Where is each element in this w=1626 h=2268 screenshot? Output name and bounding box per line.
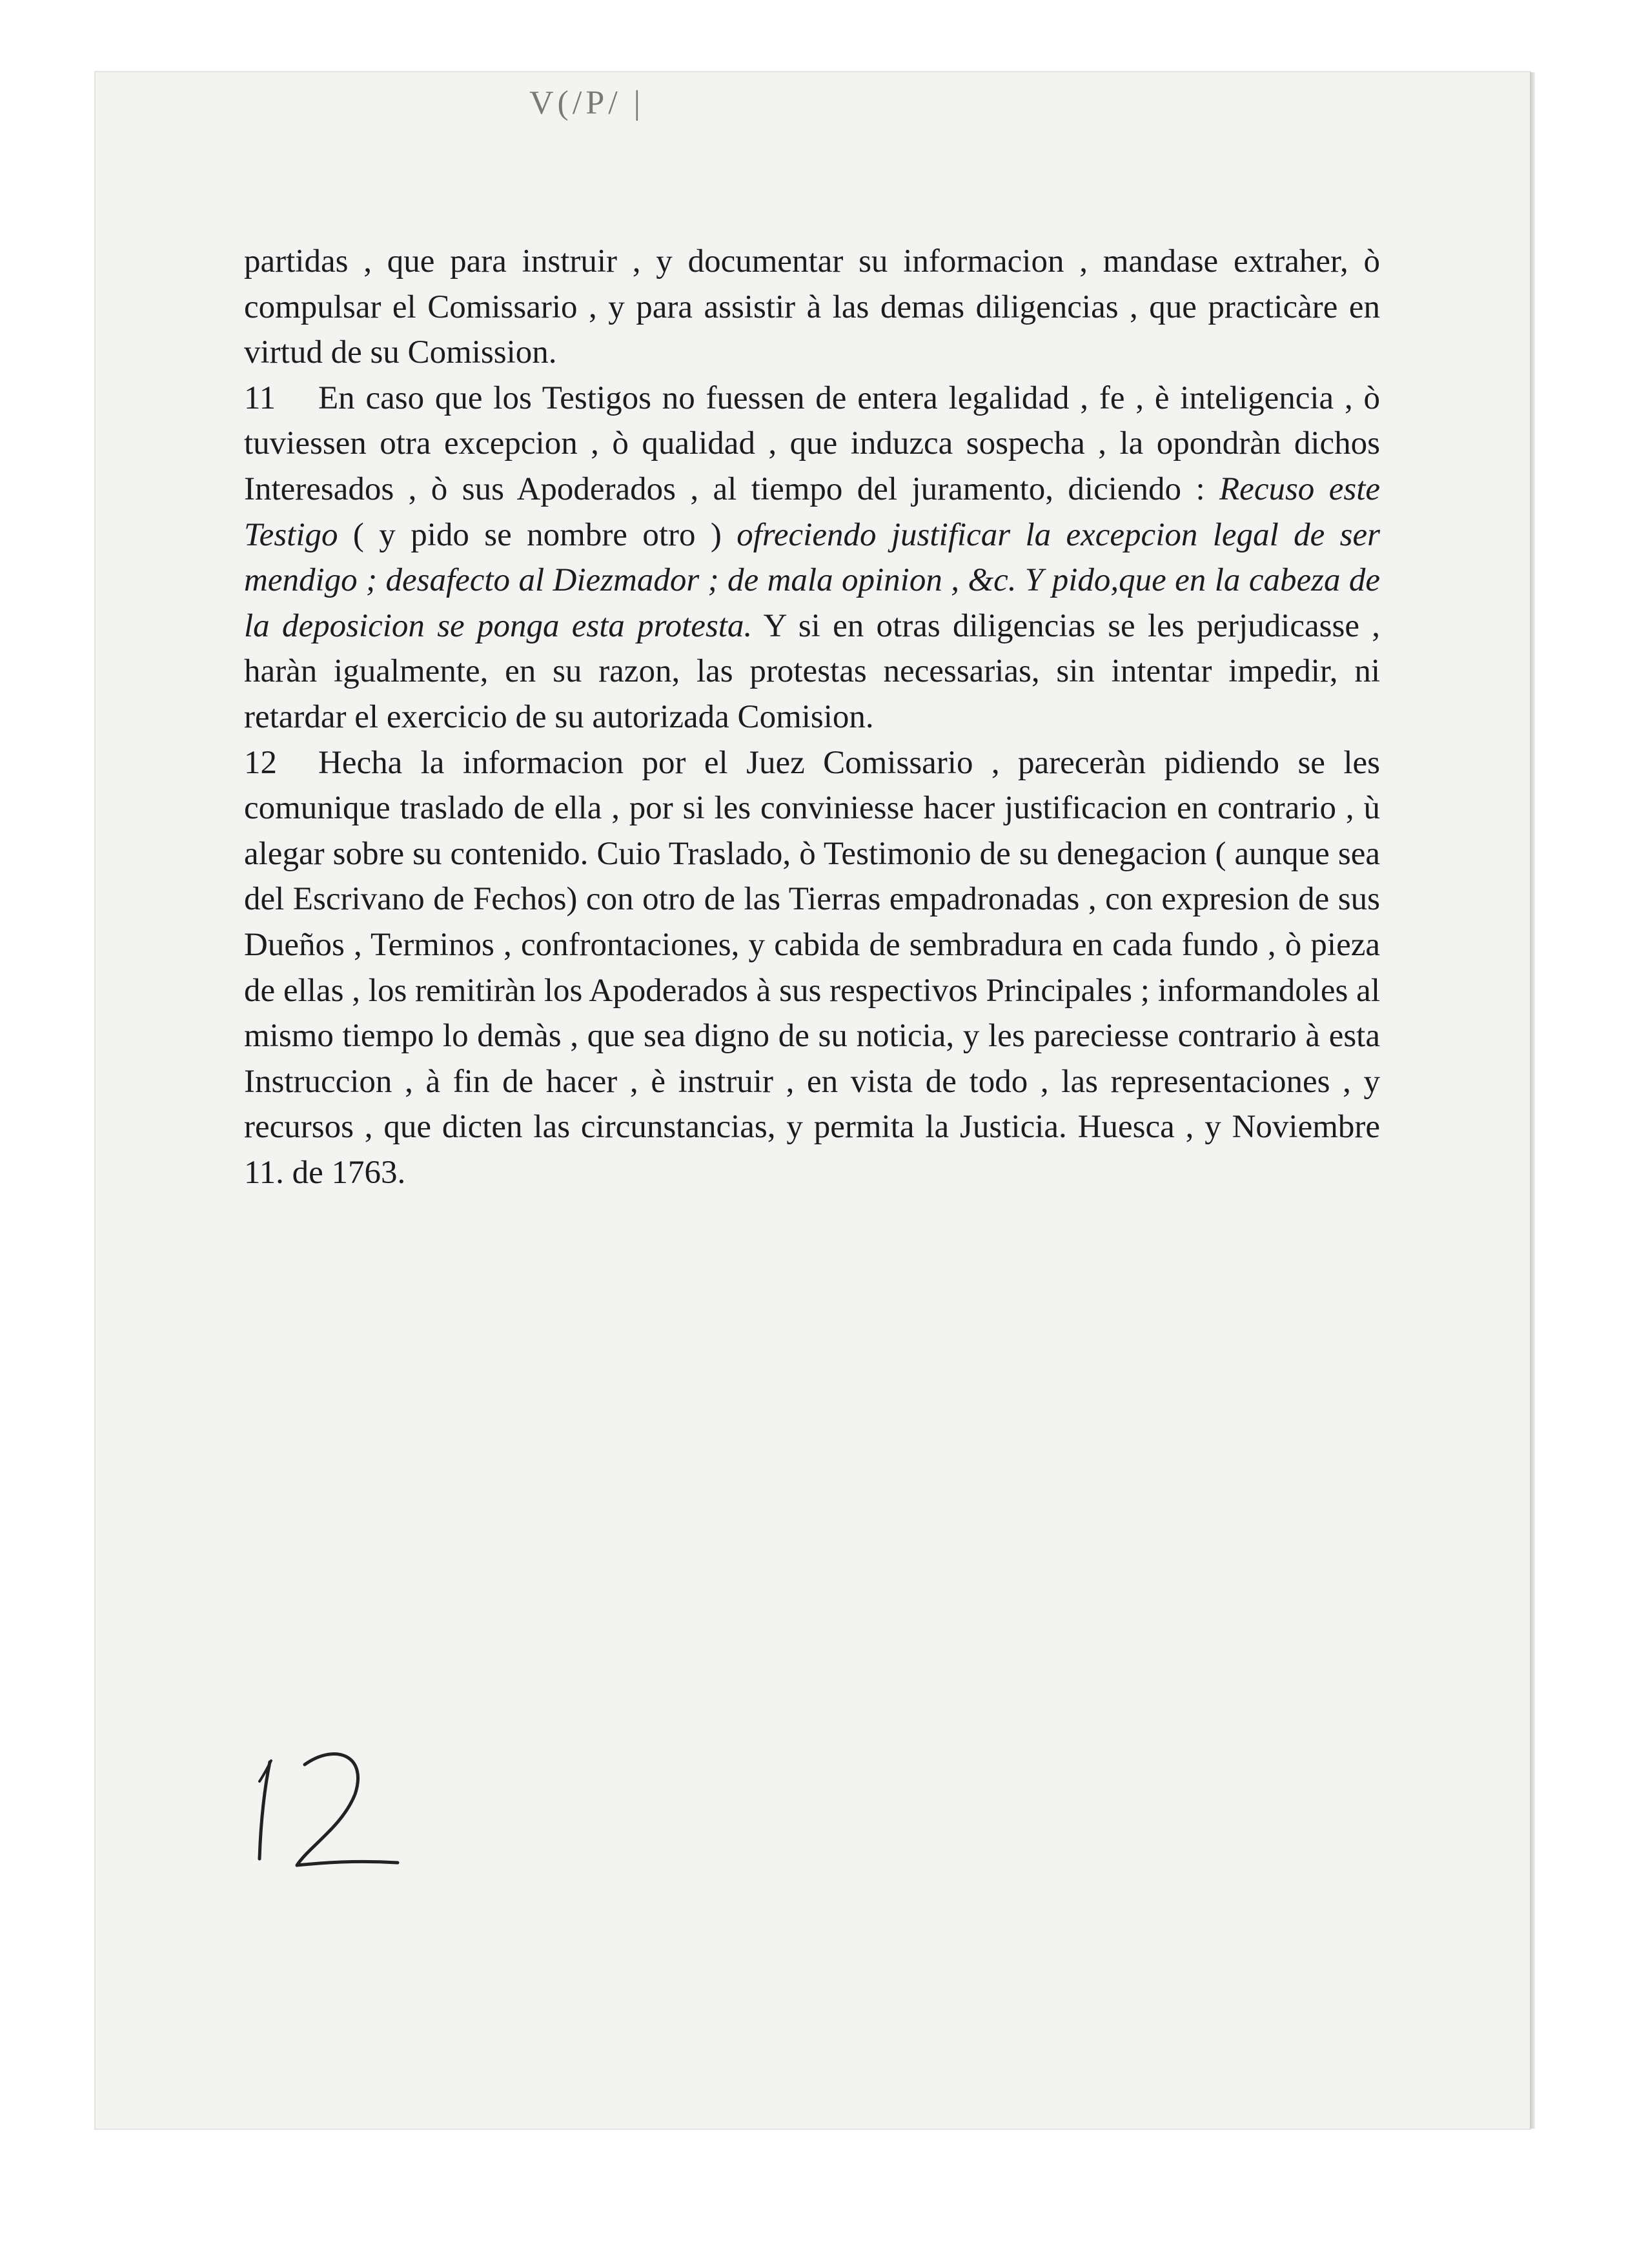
paragraph-continuation-text: partidas , que para instruir , y documentar su informacion , mandase extraher, ò compulsar el Comissario , y para assistir à las demas diligencias , que practicàre en virtud de su Comission. [244,243,1380,371]
paragraph-12 [244,740,1380,1196]
paragraph-11-italic-2: ofreciendo justificar la excepcion legal de ser mendigo ; desafecto al Diezmador ; de mala opinion , &c. Y pido,que en la cabeza de la deposicion se ponga esta protesta. [244,516,1380,644]
paragraph-12-number: 12 [244,744,277,781]
paper-edge [1530,72,1535,2129]
top-ink-marks: V(/P/ | [529,85,645,121]
paragraph-continuation [244,239,1380,376]
paragraph-11-text-before: En caso que los Testigos no fuessen de entera legalidad , fe , è inteligencia , ò tuviessen otra excepcion , ò qualidad , que induzca sospecha , la opondràn dichos Interesados , ò sus Apoderados , al tiempo del juramento, diciendo : [244,380,1380,507]
handwritten-folio-number [245,1736,413,1891]
paragraph-11-text-after: Y si en otras diligencias se les perjudicasse , haràn igualmente, en su razon, las protestas necessarias, sin intentar impedir, ni retardar el exercicio de su autorizada Comision. [244,607,1380,735]
paragraph-11-italic-1: Recuso este Testigo [244,471,1381,553]
paragraph-11-number: 11 [244,380,276,416]
paragraph-12-text: Hecha la informacion por el Juez Comissario , pareceràn pidiendo se les comunique traslado de ella , por si les conviniesse hacer justificacion en contrario , ù alegar sobre su contenido. Cuio Traslado, ò Testimonio de su denegacion ( aunque sea del Escrivano de Fechos) con otro de las Tierras empadronadas , con expresion de sus Dueños , Terminos , confrontaciones, y cabida de sembradura en cada fundo , ò pieza de ellas , los remitiràn los Apoderados à sus respectivos Principales ; informandoles al mismo tiempo lo demàs , que sea digno de su noticia, y les pareciesse contrario à esta Instruccion , à fin de hacer , è instruir , en vista de todo , las representaciones , y recursos , que dicten las circunstancias, y permita la Justicia. Huesca , y Noviembre 11. de 1763. [244,744,1380,1191]
handwritten-folio-label: 12 [245,1736,246,1737]
paragraph-11 [244,376,1380,740]
paragraph-11-roman-1: ( y pido se nombre otro ) [338,516,737,553]
document-body [244,239,1380,1195]
